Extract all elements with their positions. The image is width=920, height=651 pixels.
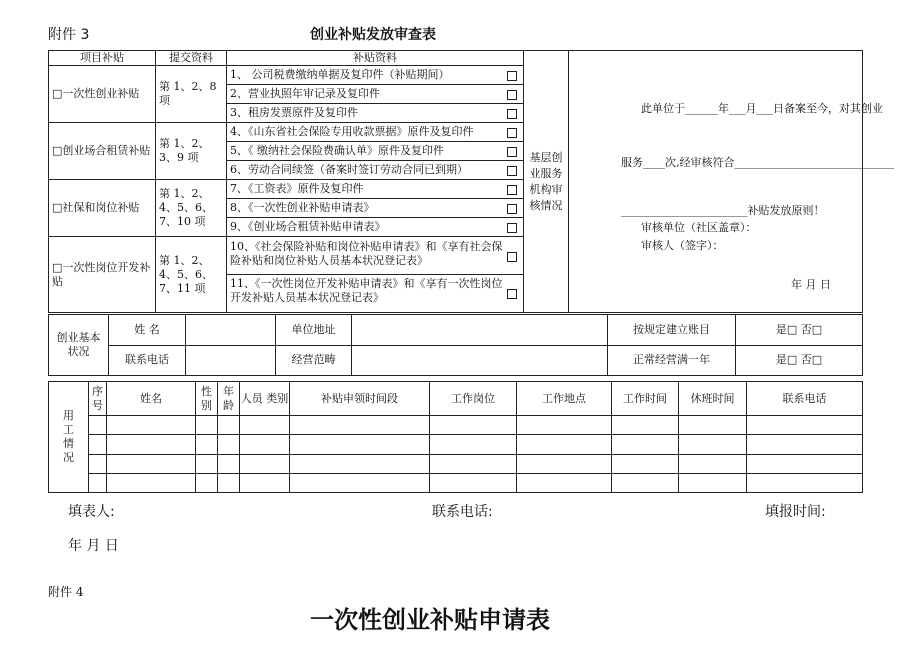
employment-table xyxy=(48,381,863,493)
project-items: 第 1、2、4、5、6、7、10 项 xyxy=(156,180,227,237)
attachment-label: 附件 3 xyxy=(48,27,90,43)
page-title: 创业补贴发放审查表 xyxy=(310,27,436,43)
header-project: 项目补贴 xyxy=(49,51,156,66)
col-header: 工作岗位 xyxy=(430,382,517,416)
next-attachment-label: 附件 4 xyxy=(48,585,84,599)
project-row: □社保和岗位补贴 xyxy=(49,180,156,237)
col-header: 人员 类别 xyxy=(240,382,290,416)
material-item: 2、营业执照年审记录及复印件 xyxy=(230,87,380,100)
review-line1: 此单位于______年___月___日备案至今，对其创业 xyxy=(641,102,883,115)
checkbox[interactable] xyxy=(507,252,517,262)
material-item: 1、 公司税费缴纳单据及复印件（补贴期间） xyxy=(230,68,450,81)
header-materials: 补贴资料 xyxy=(227,51,524,66)
col-header: 休班时间 xyxy=(679,382,747,416)
footer-phone-label: 联系电话: xyxy=(432,504,493,520)
project-row: □创业场合租赁补贴 xyxy=(49,123,156,180)
phone-field[interactable] xyxy=(186,345,276,376)
checkbox[interactable] xyxy=(507,109,517,119)
material-item: 5、《 缴纳社会保险费确认单》原件及复印件 xyxy=(230,144,444,157)
year-choice[interactable]: 是□ 否□ xyxy=(736,345,863,376)
checkbox[interactable] xyxy=(507,90,517,100)
employment-section-label: 用工情况 xyxy=(49,382,89,493)
col-header: 序号 xyxy=(89,382,107,416)
col-header: 工作地点 xyxy=(517,382,612,416)
material-item: 9、《创业场合租赁补贴申请表》 xyxy=(230,220,386,233)
project-items: 第 1、2、4、5、6、7、11 项 xyxy=(156,237,227,313)
material-item: 10、《社会保险补贴和岗位补贴申请表》和《享有社会保险补贴和岗位补贴人员基本状况登记表》 xyxy=(230,239,503,267)
project-row: □一次性创业补贴 xyxy=(49,66,156,123)
header-submit: 提交资料 xyxy=(156,51,227,66)
scope-label: 经营范畴 xyxy=(276,345,352,376)
table-row[interactable] xyxy=(49,435,863,454)
review-table xyxy=(48,50,894,313)
project-row: □一次性岗位开发补贴 xyxy=(49,237,156,313)
review-text-cell xyxy=(569,51,894,313)
material-item: 4、《山东省社会保险专用收款票据》原件及复印件 xyxy=(230,125,474,138)
next-page-title: 一次性创业补贴申请表 xyxy=(310,605,550,634)
address-field[interactable] xyxy=(352,315,608,346)
col-header: 姓名 xyxy=(107,382,196,416)
col-header: 联系电话 xyxy=(747,382,863,416)
name-label: 姓 名 xyxy=(109,315,186,346)
material-item: 3、租房发票原件及复印件 xyxy=(230,106,358,119)
col-header: 性别 xyxy=(196,382,218,416)
project-items: 第 1、2、8 项 xyxy=(156,66,227,123)
table-row[interactable] xyxy=(49,454,863,473)
name-field[interactable] xyxy=(186,315,276,346)
review-line2: 服务____次,经审核符合_____________________________ xyxy=(621,156,894,169)
footer-ymd: 年 月 日 xyxy=(68,538,119,554)
checkbox[interactable] xyxy=(507,185,517,195)
checkbox[interactable] xyxy=(507,223,517,233)
checkbox[interactable] xyxy=(507,289,517,299)
phone-label: 联系电话 xyxy=(109,345,186,376)
project-items: 第 1、2、3、9 项 xyxy=(156,123,227,180)
year-label: 正常经营满一年 xyxy=(608,345,736,376)
fill-date-label: 填报时间: xyxy=(765,504,826,520)
review-line3: _______________________补贴发放原则！ xyxy=(621,204,825,217)
checkbox[interactable] xyxy=(507,166,517,176)
table-row[interactable] xyxy=(49,473,863,492)
checkbox[interactable] xyxy=(507,147,517,157)
table-row[interactable] xyxy=(49,416,863,435)
material-item: 8、《一次性创业补贴申请表》 xyxy=(230,201,375,214)
review-date: 年 月 日 xyxy=(791,278,831,291)
material-item: 11、《一次性岗位开发补贴申请表》和《享有一次性岗位开发补贴人员基本状况登记表》 xyxy=(230,276,503,304)
basic-info-table xyxy=(48,314,863,376)
review-unit: 审核单位（社区盖章）： xyxy=(641,221,757,234)
basic-section-label: 创业基本状况 xyxy=(49,315,109,376)
scope-field[interactable] xyxy=(352,345,608,376)
material-item: 6、劳动合同续签（备案时签订劳动合同已到期） xyxy=(230,163,468,176)
checkbox[interactable] xyxy=(507,128,517,138)
address-label: 单位地址 xyxy=(276,315,352,346)
material-item: 7、《工资表》原件及复印件 xyxy=(230,182,364,195)
col-header: 补贴申领时间段 xyxy=(290,382,430,416)
col-header: 工作时间 xyxy=(612,382,679,416)
ledger-choice[interactable]: 是□ 否□ xyxy=(736,315,863,346)
col-header: 年龄 xyxy=(218,382,240,416)
ledger-label: 按规定建立账目 xyxy=(608,315,736,346)
checkbox[interactable] xyxy=(507,204,517,214)
checkbox[interactable] xyxy=(507,71,517,81)
review-reviewer: 审核人（签字）： xyxy=(641,239,724,252)
review-label: 基层创业服务机构审核情况 xyxy=(524,51,569,313)
filler-label: 填表人: xyxy=(68,504,115,520)
